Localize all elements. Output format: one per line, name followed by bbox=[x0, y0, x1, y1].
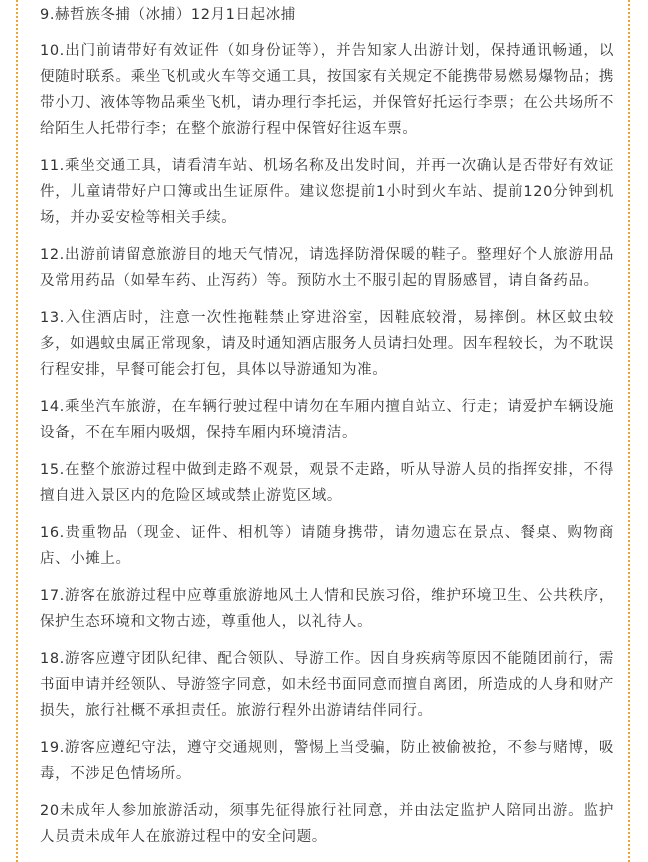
paragraph-item-15: 15.在整个旅游过程中做到走路不观景，观景不走路，听从导游人员的指挥安排，不得擅自进入景区内的危险区域或禁止游览区域。 bbox=[40, 462, 614, 504]
paragraph-item-12: 12.出游前请留意旅游目的地天气情况，请选择防滑保暖的鞋子。整理好个人旅游用品及常用药品（如晕车药、止泻药）等。预防水土不服引起的胃肠感冒，请自备药品。 bbox=[40, 247, 614, 289]
paragraph-item-20: 20未成年人参加旅游活动，须事先征得旅行社同意，并由法定监护人陪同出游。监护人员责未成年人在旅游过程中的安全问题。 bbox=[40, 803, 614, 845]
paragraph-item-11: 11.乘坐交通工具，请看清车站、机场名称及出发时间，并再一次确认是否带好有效证件，儿童请带好户口簿或出生证原件。建议您提前1小时到火车站、提前120分钟到机场，并办妥安检等相关手续。 bbox=[40, 158, 614, 226]
paragraph-item-13: 13.入住酒店时，注意一次性拖鞋禁止穿进浴室，因鞋底较滑，易摔倒。林区蚊虫较多，如遇蚊虫属正常现象，请及时通知酒店服务人员请扫处理。因车程较长，为不耽误行程安排，早餐可能会打包，具体以导游通知为准。 bbox=[40, 310, 614, 378]
paragraph-item-19: 19.游客应遵纪守法，遵守交通规则，警惕上当受骗，防止被偷被抢，不参与赌博，吸毒，不涉足色情场所。 bbox=[40, 740, 614, 782]
paragraph-item-10: 10.出门前请带好有效证件（如身份证等），并告知家人出游计划，保持通讯畅通，以便随时联系。乘坐飞机或火车等交通工具，按国家有关规定不能携带易燃易爆物品；携带小刀、液体等物品乘坐飞机，请办理行李托运，并保管好托运行李票；在公共场所不给陌生人托带行李；在整个旅游行程中保管好往返车票。 bbox=[40, 43, 614, 137]
paragraph-item-9: 9.赫哲族冬捕（冰捕）12月1日起冰捕 bbox=[40, 7, 296, 23]
left-dotted-border bbox=[16, 0, 18, 862]
right-dotted-border bbox=[628, 0, 630, 862]
paragraph-item-16: 16.贵重物品（现金、证件、相机等）请随身携带，请勿遗忘在景点、餐桌、购物商店、小摊上。 bbox=[40, 525, 614, 567]
notice-text-body bbox=[40, 0, 614, 861]
paragraph-item-14: 14.乘坐汽车旅游，在车辆行驶过程中请勿在车厢内擅自站立、行走；请爱护车辆设施设备，不在车厢内吸烟，保持车厢内环境清洁。 bbox=[40, 399, 614, 441]
paragraph-item-17: 17.游客在旅游过程中应尊重旅游地风土人情和民族习俗，维护环境卫生、公共秩序，保护生态环境和文物古迹，尊重他人，以礼待人。 bbox=[40, 588, 614, 630]
paragraph-item-18: 18.游客应遵守团队纪律、配合领队、导游工作。因自身疾病等原因不能随团前行，需书面申请并经领队、导游签字同意，如未经书面同意而擅自离团，所造成的人身和财产损失，旅行社概不承担责任。旅游行程外出游请结伴同行。 bbox=[40, 651, 614, 719]
